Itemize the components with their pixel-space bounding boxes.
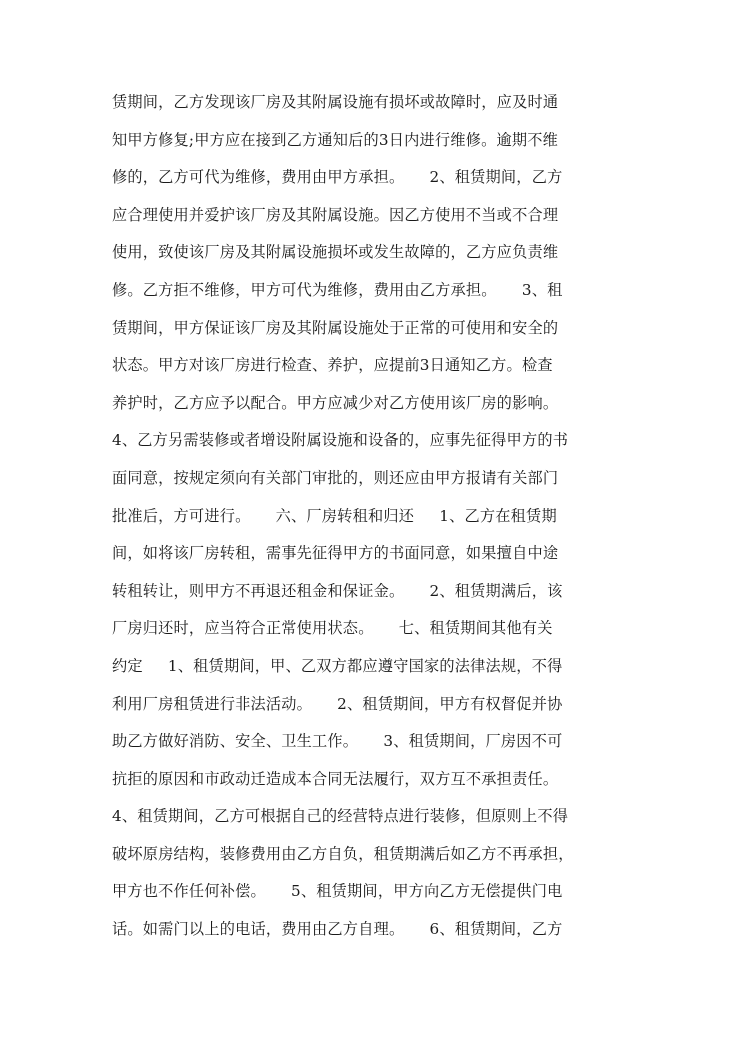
text-line: 面同意，按规定须向有关部门审批的，则还应由甲方报请有关部门 [112,468,559,487]
text-line: 赁期间，甲方保证该厂房及其附属设施处于正常的可使用和安全的 [112,318,559,337]
text-line: 知甲方修复;甲方应在接到乙方通知后的3日内进行维修。逾期不维 [112,130,559,149]
text-line: 4、租赁期间，乙方可根据自己的经营特点进行装修，但原则上不得 [112,807,569,826]
text-line: 间，如将该厂房转租，需事先征得甲方的书面同意，如果擅自中途 [112,544,559,563]
text-line: 状态。甲方对该厂房进行检查、养护，应提前3日通知乙方。检查 [112,356,553,375]
text-line: 厂房归还时，应当符合正常使用状态。 七、租赁期间其他有关 [112,619,553,638]
text-line: 约定 1、租赁期间，甲、乙双方都应遵守国家的法律法规，不得 [112,656,563,675]
text-line: 转租转让，则甲方不再退还租金和保证金。 2、租赁期满后，该 [112,581,563,600]
text-line: 修。乙方拒不维修，甲方可代为维修，费用由乙方承担。 3、租 [112,280,563,299]
text-line: 使用，致使该厂房及其附属设施损坏或发生故障的，乙方应负责维 [112,243,559,262]
text-line: 甲方也不作任何补偿。 5、租赁期间，甲方向乙方无偿提供门电 [112,882,563,901]
text-line: 赁期间，乙方发现该厂房及其附属设施有损坏或故障时，应及时通 [112,93,559,111]
text-line: 话。如需门以上的电话，费用由乙方自理。 6、租赁期间，乙方 [112,920,563,939]
text-line: 利用厂房租赁进行非法活动。 2、租赁期间，甲方有权督促并协 [112,694,563,713]
text-line: 破坏原房结构，装修费用由乙方自负，租赁期满后如乙方不再承担， [112,844,574,863]
text-line: 修的，乙方可代为维修，费用由甲方承担。 2、租赁期间，乙方 [112,168,563,187]
text-line: 助乙方做好消防、安全、卫生工作。 3、租赁期间，厂房因不可 [112,732,563,751]
body-text [112,84,632,949]
text-line: 抗拒的原因和市政动迁造成本合同无法履行，双方互不承担责任。 [112,769,559,788]
text-line: 批准后，方可进行。 六、厂房转租和归还 1、乙方在租赁期 [112,506,557,525]
text-line: 应合理使用并爱护该厂房及其附属设施。因乙方使用不当或不合理 [112,205,559,224]
text-line: 4、乙方另需装修或者增设附属设施和设备的，应事先征得甲方的书 [112,431,569,450]
text-line: 养护时，乙方应予以配合。甲方应减少对乙方使用该厂房的影响。 [112,393,559,412]
